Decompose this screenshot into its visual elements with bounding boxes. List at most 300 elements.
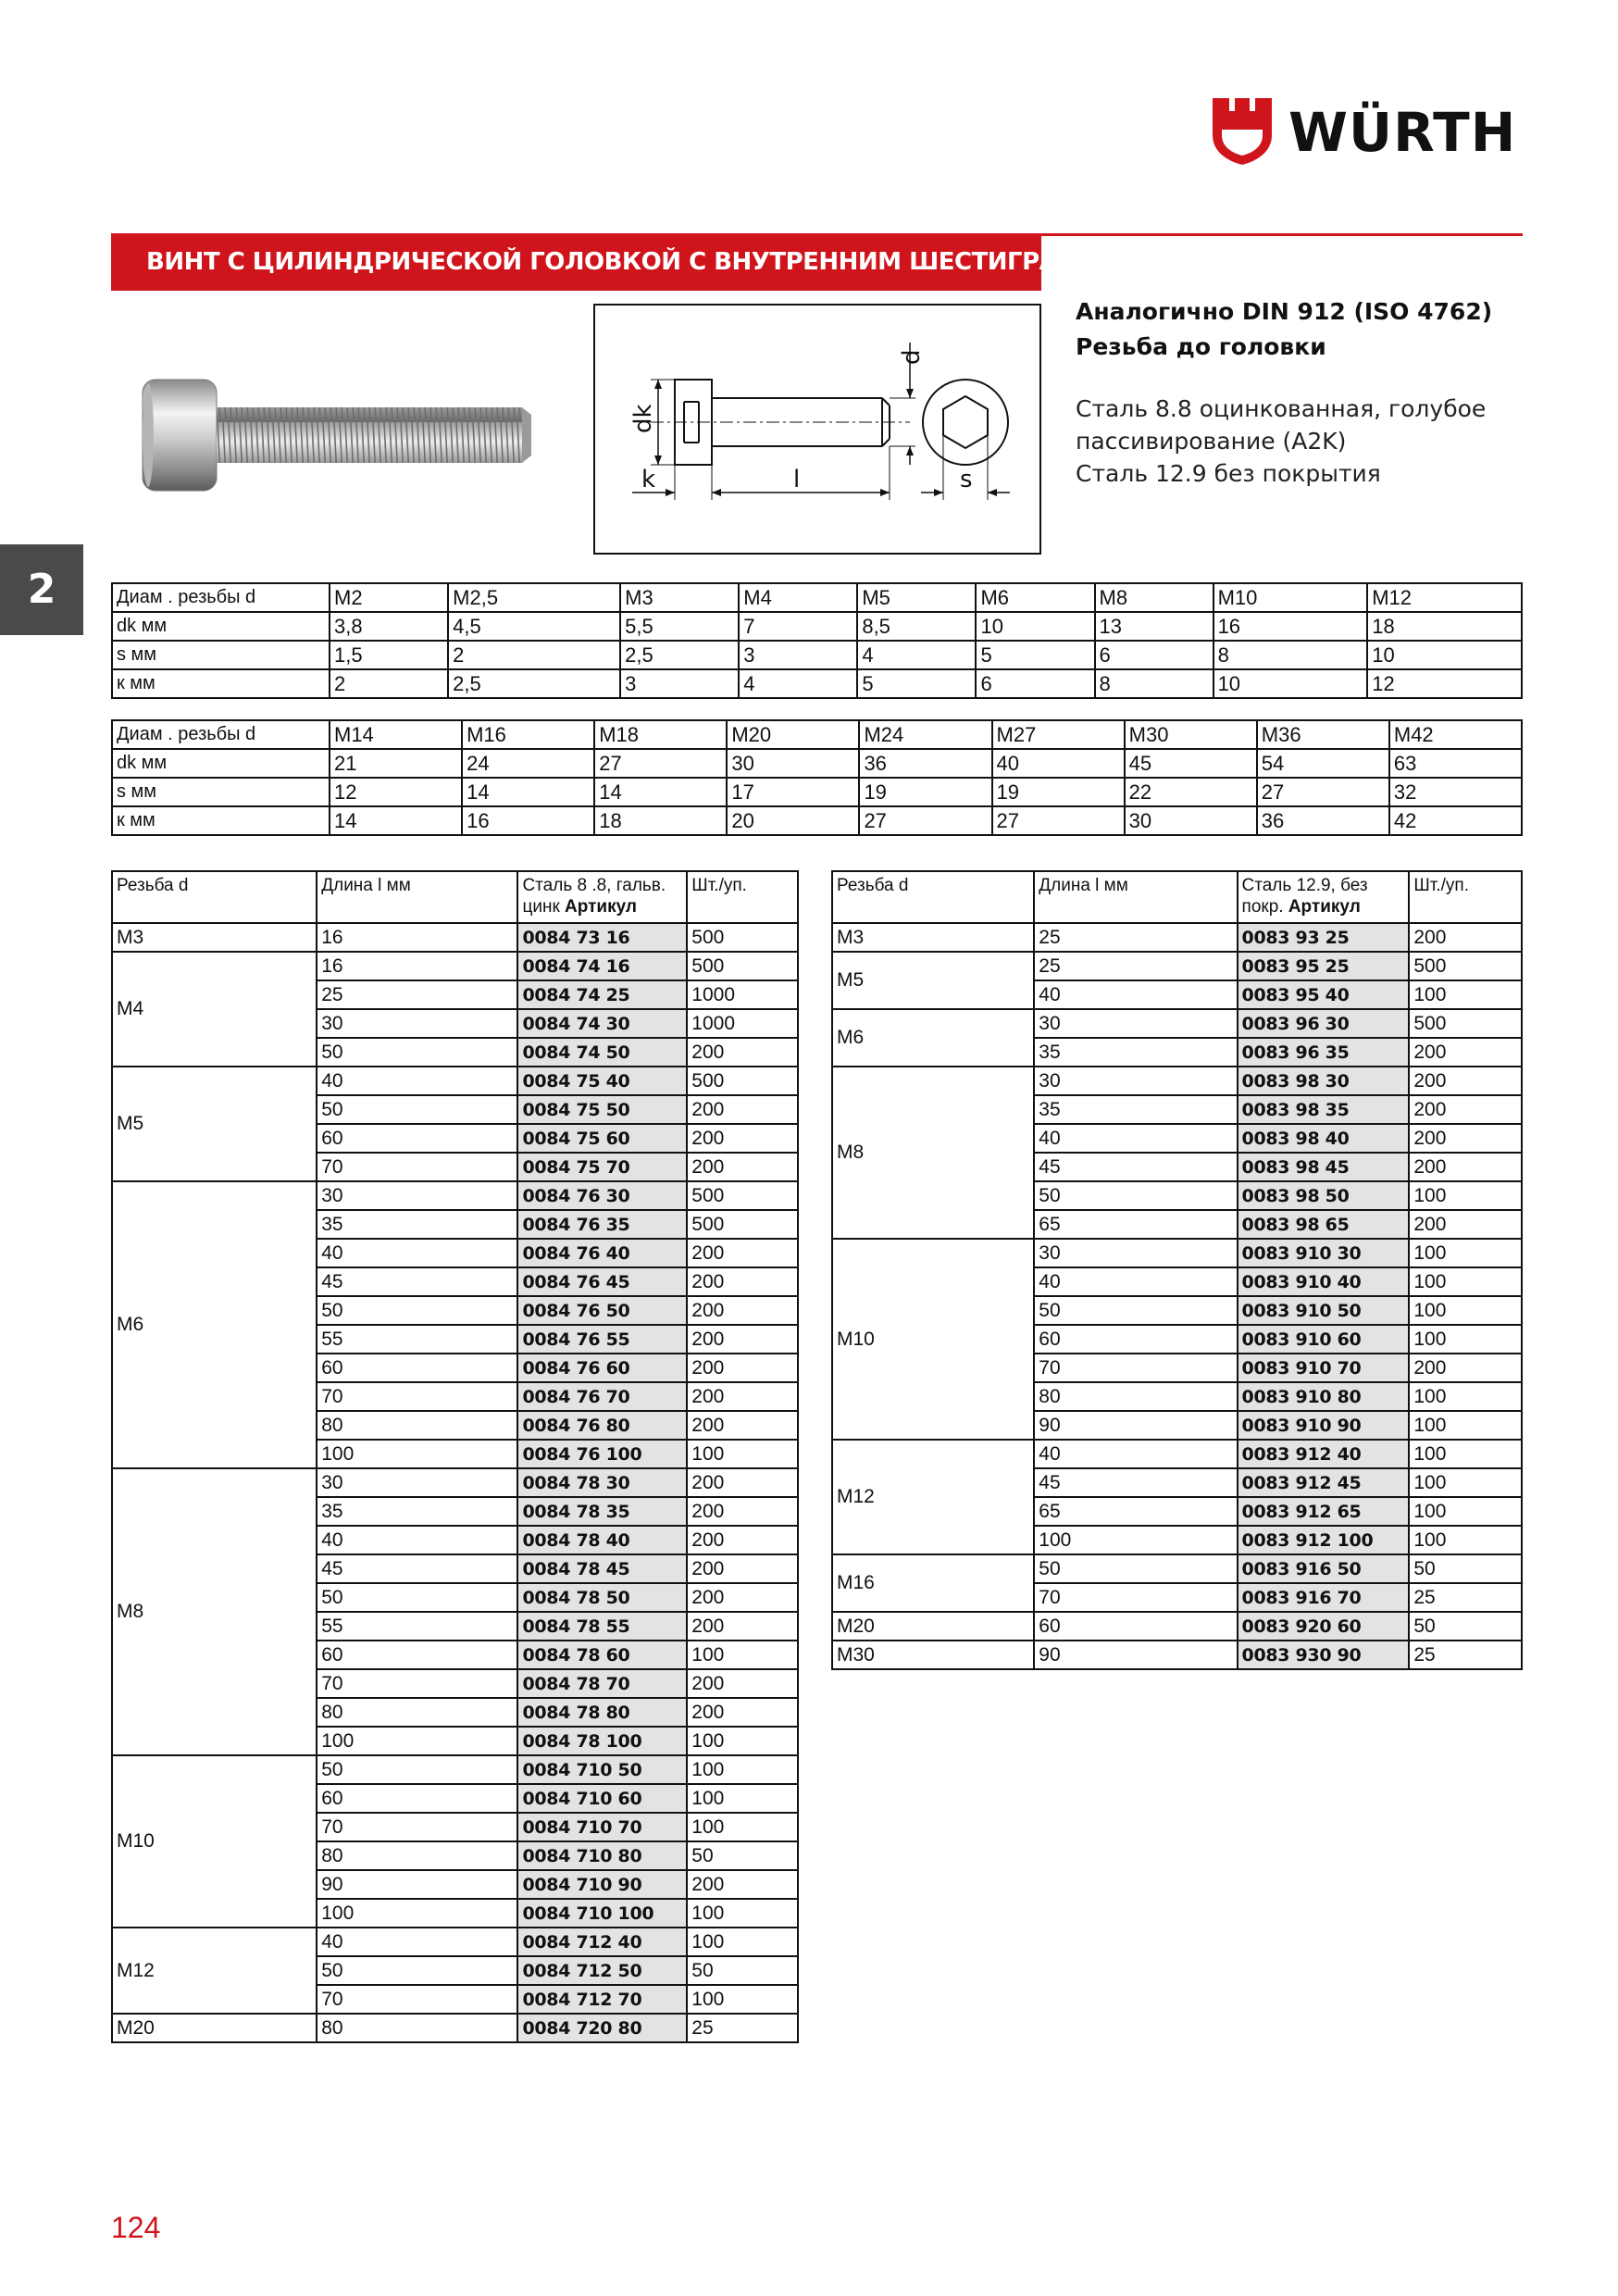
article-number-cell: 0084 710 70 [517,1813,687,1841]
thread-size-cell: M3 [832,923,1034,952]
length-cell: 80 [317,1698,517,1727]
article-number-cell: 0084 78 55 [517,1612,687,1641]
spec-value: 4 [739,669,857,698]
spec-value: 27 [594,749,727,778]
length-cell: 40 [317,1067,517,1095]
table-row [832,1554,1522,1583]
spec-value: M2 [330,583,448,612]
length-cell: 80 [317,1841,517,1870]
length-cell: 60 [1034,1612,1237,1641]
spec-row [112,669,1522,698]
material-line-3: Сталь 12.9 без покрытия [1076,460,1381,487]
article-number-cell: 0084 78 100 [517,1727,687,1755]
thread-size-cell: M16 [832,1554,1034,1612]
length-cell: 35 [317,1497,517,1526]
table-row [112,1181,798,1210]
length-cell: 30 [317,1181,517,1210]
article-number-cell: 0083 98 35 [1238,1095,1410,1124]
technical-drawing [593,304,1041,555]
spec-value: 27 [992,806,1125,835]
thread-size-cell: M5 [832,952,1034,1009]
pack-qty-cell: 200 [687,1612,798,1641]
length-cell: 40 [317,1526,517,1554]
article-number-cell: 0084 710 60 [517,1784,687,1813]
material-line-1: Сталь 8.8 оцинкованная, голубое [1076,395,1487,422]
spec-value: 12 [1367,669,1522,698]
spec-value: 45 [1125,749,1257,778]
pack-qty-cell: 200 [687,1468,798,1497]
article-number-cell: 0084 76 70 [517,1382,687,1411]
length-cell: 50 [317,1095,517,1124]
spec-value: 3,8 [330,612,448,641]
pack-qty-cell: 200 [687,1583,798,1612]
spec-value: 19 [859,778,991,806]
pack-qty-cell: 500 [687,1067,798,1095]
spec-value: M27 [992,720,1125,749]
spec-value: M2,5 [448,583,620,612]
spec-value: 54 [1257,749,1389,778]
table-row [112,1755,798,1784]
length-cell: 50 [317,1038,517,1067]
pack-qty-cell: 1000 [687,1009,798,1038]
spec-value: 2 [448,641,620,669]
label-l: l [793,466,801,493]
pack-qty-cell: 200 [1409,1354,1522,1382]
length-cell: 30 [1034,1239,1237,1267]
article-number-cell: 0084 74 16 [517,952,687,980]
pack-qty-cell: 100 [1409,1526,1522,1554]
label-k: k [641,466,656,493]
article-number-cell: 0084 712 50 [517,1956,687,1985]
product-table-8-8 [111,870,799,2043]
length-cell: 50 [317,1296,517,1325]
article-number-cell: 0084 76 40 [517,1239,687,1267]
article-number-cell: 0083 916 70 [1238,1583,1410,1612]
article-number-cell: 0083 98 50 [1238,1181,1410,1210]
article-number-cell: 0084 712 70 [517,1985,687,2014]
length-cell: 40 [1034,980,1237,1009]
spec-value: M10 [1214,583,1368,612]
spec-value: 36 [1257,806,1389,835]
thread-size-cell: M10 [112,1755,317,1928]
material-line-2: пассивирование (A2K) [1076,428,1347,455]
length-cell: 25 [1034,923,1237,952]
length-cell: 60 [317,1641,517,1669]
header-article-label: Артикул [1288,897,1361,917]
thread-size-cell: M12 [112,1928,317,2014]
length-cell: 35 [1034,1038,1237,1067]
thread-size-cell: M30 [832,1641,1034,1669]
spec-value: M8 [1095,583,1214,612]
thread-size-cell: M20 [832,1612,1034,1641]
length-cell: 100 [317,1727,517,1755]
spec-value: 14 [594,778,727,806]
article-number-cell: 0084 76 35 [517,1210,687,1239]
wurth-logo [1213,98,1527,165]
article-number-cell: 0084 78 30 [517,1468,687,1497]
pack-qty-cell: 200 [1409,1095,1522,1124]
article-number-cell: 0083 98 30 [1238,1067,1410,1095]
length-cell: 70 [317,1153,517,1181]
header-thread: Резьба d [112,871,317,923]
article-number-cell: 0083 98 40 [1238,1124,1410,1153]
article-number-cell: 0083 95 40 [1238,980,1410,1009]
table-row [112,952,798,980]
length-cell: 50 [317,1956,517,1985]
title-band [111,233,1179,291]
pack-qty-cell: 200 [687,1698,798,1727]
thread-size-cell: M3 [112,923,317,952]
thread-size-cell: M10 [832,1239,1034,1440]
spec-value: 2 [330,669,448,698]
pack-qty-cell: 500 [1409,952,1522,980]
length-cell: 70 [317,1985,517,2014]
pack-qty-cell: 200 [1409,1210,1522,1239]
length-cell: 40 [317,1928,517,1956]
length-cell: 60 [317,1354,517,1382]
article-number-cell: 0083 912 45 [1238,1468,1410,1497]
drawing-svg [595,306,1039,553]
article-number-cell: 0084 710 100 [517,1899,687,1928]
spec-value: 6 [1095,641,1214,669]
pack-qty-cell: 200 [687,1153,798,1181]
pack-qty-cell: 200 [687,1124,798,1153]
length-cell: 80 [1034,1382,1237,1411]
thread-size-cell: M6 [112,1181,317,1468]
pack-qty-cell: 200 [1409,1124,1522,1153]
pack-qty-cell: 100 [687,1755,798,1784]
pack-qty-cell: 200 [687,1554,798,1583]
article-number-cell: 0084 75 40 [517,1067,687,1095]
product-table-12-9 [831,870,1523,1670]
article-number-cell: 0084 710 90 [517,1870,687,1899]
spec-value: M3 [620,583,739,612]
header-qty: Шт./уп. [687,871,798,923]
pack-qty-cell: 100 [687,1784,798,1813]
length-cell: 45 [1034,1153,1237,1181]
article-number-cell: 0083 930 90 [1238,1641,1410,1669]
spec-label: к мм [112,806,330,835]
pack-qty-cell: 100 [687,1928,798,1956]
length-cell: 30 [317,1009,517,1038]
article-number-cell: 0083 910 70 [1238,1354,1410,1382]
pack-qty-cell: 200 [1409,1038,1522,1067]
article-number-cell: 0084 710 80 [517,1841,687,1870]
spec-value: 5 [857,669,976,698]
pack-qty-cell: 100 [1409,1468,1522,1497]
spec-value: 30 [1125,806,1257,835]
article-number-cell: 0084 76 60 [517,1354,687,1382]
length-cell: 65 [1034,1497,1237,1526]
pack-qty-cell: 50 [1409,1612,1522,1641]
spec-value: 10 [1367,641,1522,669]
dimension-table-1 [111,582,1523,699]
length-cell: 50 [1034,1181,1237,1210]
length-cell: 45 [317,1267,517,1296]
spec-value: 10 [1214,669,1368,698]
article-number-cell: 0083 910 40 [1238,1267,1410,1296]
article-number-cell: 0084 78 60 [517,1641,687,1669]
length-cell: 30 [1034,1067,1237,1095]
spec-value: 14 [462,778,594,806]
table-row [832,1067,1522,1095]
table-row [832,1009,1522,1038]
length-cell: 40 [1034,1440,1237,1468]
spec-value: 14 [330,806,462,835]
article-number-cell: 0084 78 35 [517,1497,687,1526]
length-cell: 65 [1034,1210,1237,1239]
article-number-cell: 0083 916 50 [1238,1554,1410,1583]
length-cell: 100 [317,1440,517,1468]
spec-value: 20 [727,806,859,835]
spec-label: s мм [112,778,330,806]
spec-value: 22 [1125,778,1257,806]
pack-qty-cell: 100 [687,1727,798,1755]
pack-qty-cell: 200 [687,1267,798,1296]
pack-qty-cell: 500 [687,923,798,952]
spec-row [112,720,1522,749]
pack-qty-cell: 100 [1409,1440,1522,1468]
spec-value: 5,5 [620,612,739,641]
length-cell: 90 [1034,1641,1237,1669]
spec-value: 16 [462,806,594,835]
pack-qty-cell: 200 [687,1870,798,1899]
article-number-cell: 0084 75 70 [517,1153,687,1181]
pack-qty-cell: 200 [687,1497,798,1526]
spec-value: 4,5 [448,612,620,641]
spec-value: M4 [739,583,857,612]
spec-value: 36 [859,749,991,778]
spec-value: 3 [739,641,857,669]
article-number-cell: 0084 74 25 [517,980,687,1009]
length-cell: 80 [317,1411,517,1440]
length-cell: 60 [1034,1325,1237,1354]
spec-value: 40 [992,749,1125,778]
article-number-cell: 0083 96 35 [1238,1038,1410,1067]
spec-label: к мм [112,669,330,698]
label-dk: dk [629,404,657,433]
spec-value: M6 [976,583,1094,612]
spec-value: 5 [976,641,1094,669]
article-number-cell: 0083 95 25 [1238,952,1410,980]
spec-row [112,641,1522,669]
header-article [1238,871,1410,923]
pack-qty-cell: 100 [1409,1239,1522,1267]
article-number-cell: 0083 98 65 [1238,1210,1410,1239]
length-cell: 16 [317,923,517,952]
table-header-row [112,871,798,923]
spec-value: 10 [976,612,1094,641]
length-cell: 30 [1034,1009,1237,1038]
spec-value: M5 [857,583,976,612]
article-number-cell: 0083 910 80 [1238,1382,1410,1411]
pack-qty-cell: 200 [687,1239,798,1267]
length-cell: 70 [1034,1583,1237,1612]
article-number-cell: 0084 76 45 [517,1267,687,1296]
table-row [832,923,1522,952]
spec-value: 27 [859,806,991,835]
page-number: 124 [111,2211,161,2244]
spec-value: 7 [739,612,857,641]
pack-qty-cell: 200 [687,1325,798,1354]
pack-qty-cell: 200 [1409,923,1522,952]
article-number-cell: 0084 712 40 [517,1928,687,1956]
spec-value: 17 [727,778,859,806]
spec-value: M30 [1125,720,1257,749]
header-article [517,871,687,923]
table-row [112,1067,798,1095]
article-number-cell: 0084 710 50 [517,1755,687,1784]
standard-line: Аналогично DIN 912 (ISO 4762) [1076,298,1493,325]
spec-value: 21 [330,749,462,778]
pack-qty-cell: 50 [1409,1554,1522,1583]
thread-size-cell: M6 [832,1009,1034,1067]
spec-value: 6 [976,669,1094,698]
length-cell: 60 [317,1124,517,1153]
spec-value: M42 [1389,720,1522,749]
product-description [1076,294,1520,490]
pack-qty-cell: 100 [1409,1411,1522,1440]
spec-row [112,612,1522,641]
length-cell: 50 [1034,1296,1237,1325]
length-cell: 55 [317,1325,517,1354]
article-number-cell: 0083 96 30 [1238,1009,1410,1038]
spec-value: 24 [462,749,594,778]
length-cell: 40 [1034,1267,1237,1296]
pack-qty-cell: 200 [687,1296,798,1325]
pack-qty-cell: 100 [1409,1296,1522,1325]
article-number-cell: 0084 76 30 [517,1181,687,1210]
spec-value: 42 [1389,806,1522,835]
table-row [832,1239,1522,1267]
length-cell: 100 [1034,1526,1237,1554]
spec-row [112,778,1522,806]
length-cell: 25 [1034,952,1237,980]
pack-qty-cell: 500 [687,952,798,980]
wurth-logo-mark [1213,98,1272,165]
spec-value: 18 [1367,612,1522,641]
label-d: d [898,349,926,365]
spec-row [112,583,1522,612]
spec-value: 8 [1095,669,1214,698]
page-title: ВИНТ С ЦИЛИНДРИЧЕСКОЙ ГОЛОВКОЙ С ВНУТРЕННИМ ШЕСТИГРАННИКОМ [146,248,1179,276]
spec-value: 27 [1257,778,1389,806]
article-number-cell: 0083 912 65 [1238,1497,1410,1526]
length-cell: 50 [317,1755,517,1784]
pack-qty-cell: 100 [687,1985,798,2014]
spec-value: M36 [1257,720,1389,749]
header-article-material: Сталь 8 .8, гальв. цинк [522,876,666,917]
pack-qty-cell: 200 [1409,1067,1522,1095]
table-row [112,923,798,952]
spec-value: 63 [1389,749,1522,778]
article-number-cell: 0083 920 60 [1238,1612,1410,1641]
length-cell: 35 [317,1210,517,1239]
length-cell: 70 [317,1382,517,1411]
header-length: Длина l мм [317,871,517,923]
article-number-cell: 0083 912 100 [1238,1526,1410,1554]
length-cell: 50 [317,1583,517,1612]
length-cell: 45 [1034,1468,1237,1497]
spec-row [112,749,1522,778]
article-number-cell: 0084 78 80 [517,1698,687,1727]
length-cell: 50 [1034,1554,1237,1583]
header-length: Длина l мм [1034,871,1237,923]
article-number-cell: 0084 78 40 [517,1526,687,1554]
length-cell: 35 [1034,1095,1237,1124]
pack-qty-cell: 500 [687,1181,798,1210]
spec-value: 32 [1389,778,1522,806]
pack-qty-cell: 25 [1409,1641,1522,1669]
article-number-cell: 0084 74 50 [517,1038,687,1067]
spec-value: M12 [1367,583,1522,612]
spec-value: M24 [859,720,991,749]
spec-value: 18 [594,806,727,835]
length-cell: 25 [317,980,517,1009]
thread-size-cell: M8 [112,1468,317,1755]
pack-qty-cell: 100 [687,1899,798,1928]
length-cell: 55 [317,1612,517,1641]
table-header-row [832,871,1522,923]
section-tab: 2 [0,544,83,635]
label-s: s [960,466,973,493]
length-cell: 100 [317,1899,517,1928]
thread-size-cell: M20 [112,2014,317,2042]
length-cell: 70 [317,1813,517,1841]
pack-qty-cell: 100 [1409,1267,1522,1296]
table-row [112,1468,798,1497]
pack-qty-cell: 200 [687,1669,798,1698]
pack-qty-cell: 100 [687,1440,798,1468]
article-number-cell: 0084 76 55 [517,1325,687,1354]
table-row [832,952,1522,980]
thread-line: Резьба до головки [1076,333,1326,360]
spec-value: 2,5 [448,669,620,698]
spec-label: dk мм [112,749,330,778]
header-article-label: Артикул [565,897,638,917]
spec-value: M18 [594,720,727,749]
spec-row [112,806,1522,835]
length-cell: 60 [317,1784,517,1813]
pack-qty-cell: 100 [1409,1497,1522,1526]
article-number-cell: 0083 98 45 [1238,1153,1410,1181]
pack-qty-cell: 100 [1409,1325,1522,1354]
spec-label: Диам . резьбы d [112,583,330,612]
pack-qty-cell: 200 [687,1354,798,1382]
pack-qty-cell: 25 [1409,1583,1522,1612]
article-number-cell: 0084 78 45 [517,1554,687,1583]
wurth-logo-text: WÜRTH [1288,101,1517,164]
table-row [832,1612,1522,1641]
table-row [832,1641,1522,1669]
article-number-cell: 0083 910 30 [1238,1239,1410,1267]
pack-qty-cell: 200 [687,1038,798,1067]
article-number-cell: 0083 910 90 [1238,1411,1410,1440]
header-thread: Резьба d [832,871,1034,923]
length-cell: 45 [317,1554,517,1583]
spec-label: dk мм [112,612,330,641]
pack-qty-cell: 200 [687,1411,798,1440]
pack-qty-cell: 100 [1409,1181,1522,1210]
pack-qty-cell: 100 [687,1641,798,1669]
pack-qty-cell: 500 [1409,1009,1522,1038]
article-number-cell: 0083 912 40 [1238,1440,1410,1468]
pack-qty-cell: 200 [687,1526,798,1554]
spec-value: 2,5 [620,641,739,669]
spec-value: M20 [727,720,859,749]
spec-value: 8,5 [857,612,976,641]
length-cell: 30 [317,1468,517,1497]
